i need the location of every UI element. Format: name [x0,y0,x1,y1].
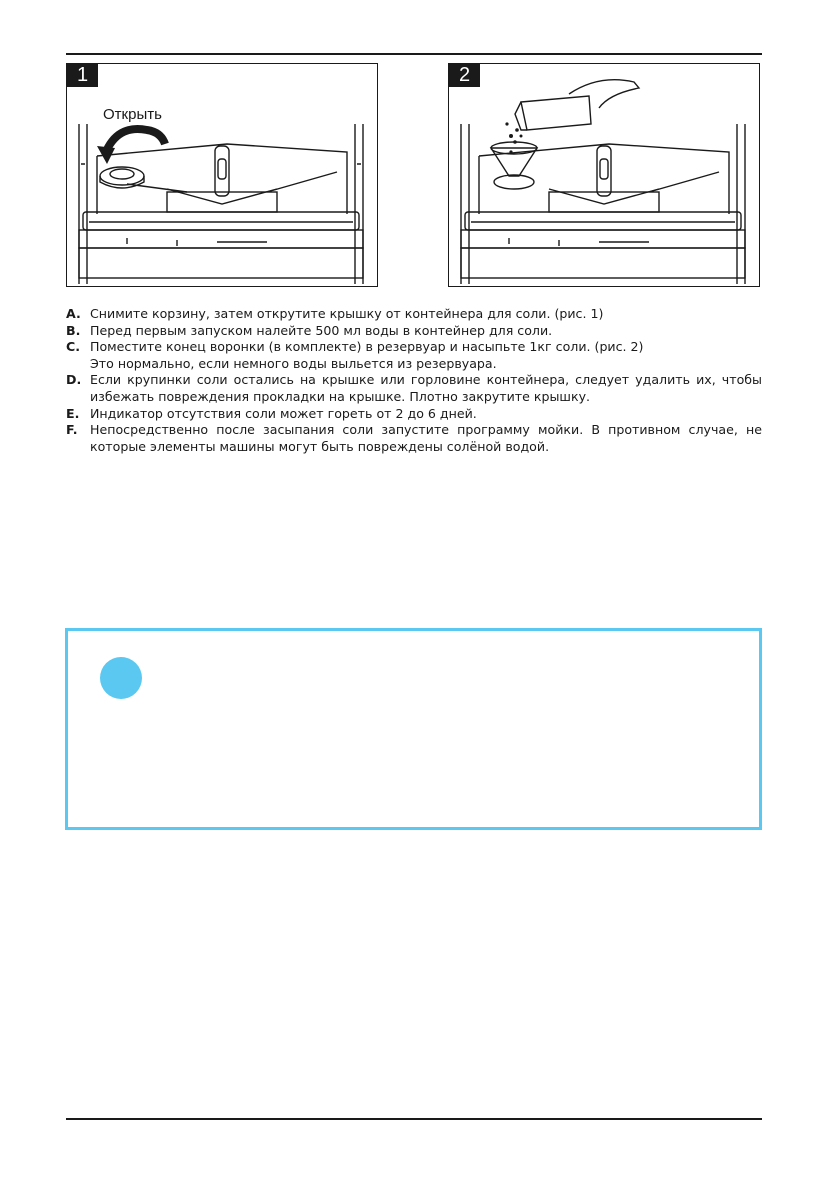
top-rule [66,53,762,55]
step-text: Поместите конец воронки (в комплекте) в резервуар и насыпьте 1кг соли. (рис. 2) [90,339,644,355]
step-letter: F. [66,422,78,438]
info-icon [100,657,142,699]
step-letter: D. [66,372,82,388]
step-text: Индикатор отсутствия соли может гореть от 2 до 6 дней. [90,405,477,421]
notice-box [65,628,762,830]
step-letter: C. [66,339,81,355]
dishwasher-illustration-1 [67,64,378,287]
instruction-list [66,306,762,455]
list-item [66,372,762,405]
step-letter: A. [66,306,81,321]
figure-number-badge: 2 [449,64,480,87]
step-text: Перед первым запуском налейте 500 мл воды в контейнер для соли. [90,322,553,338]
list-item [66,306,762,323]
bottom-rule [66,1118,762,1120]
figure-1 [66,63,378,287]
step-text: Снимите корзину, затем открутите крышку от контейнера для соли. (рис. 1) [90,306,604,321]
list-item [66,422,762,455]
figure-number-badge: 1 [67,64,98,87]
figure-2 [448,63,760,287]
step-text: Непосредственно после засыпания соли запустите программу мойки. В противном случае, не которые элементы машины могут быть повреждены солёной водой. [90,422,762,454]
list-item [66,339,762,372]
list-item [66,323,762,340]
step-note: Это нормально, если немного воды выльется из резервуара. [90,355,497,371]
dishwasher-illustration-2 [449,64,760,287]
step-letter: B. [66,322,81,338]
list-item [66,406,762,423]
step-text: Если крупинки соли остались на крышке или горловине контейнера, следует удалить их, чтобы избежать повреждения прокладки на крышке. Плотно закрутите крышку. [90,372,762,404]
step-letter: E. [66,405,80,421]
figure-label-open: Открыть [103,106,162,123]
